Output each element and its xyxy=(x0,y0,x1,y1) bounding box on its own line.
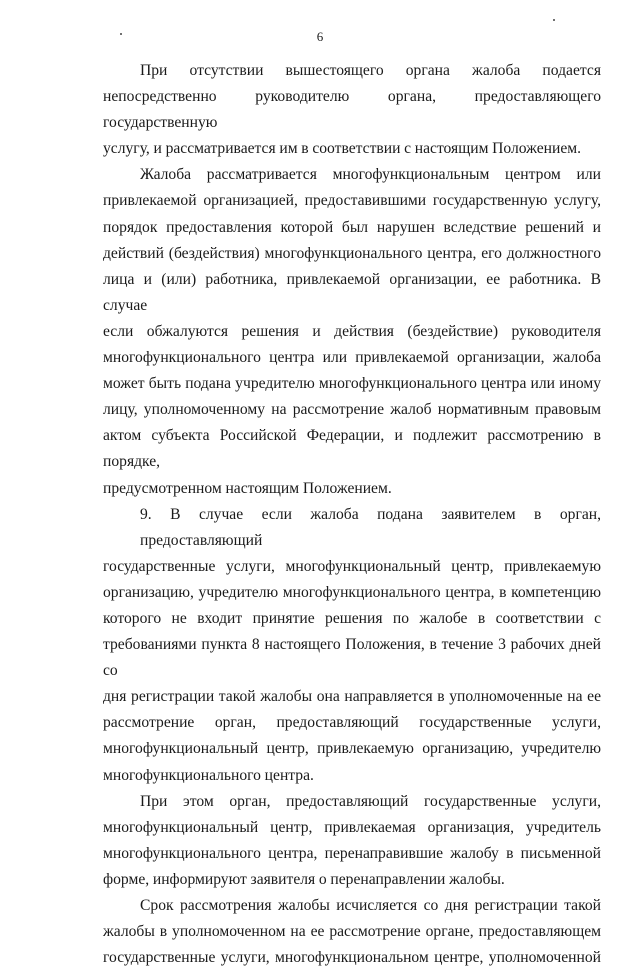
text-line: рассмотрение орган, предоставляющий государственные услуги, xyxy=(103,714,601,732)
text-line: предусмотренном настоящим Положением. xyxy=(103,479,392,497)
text-line: услугу, и рассматривается им в соответствии с настоящим Положением. xyxy=(103,140,582,158)
text-line: многофункционального центра или привлекаемой организации, жалоба xyxy=(103,349,601,367)
text-line: может быть подана учредителю многофункционального центра или иному xyxy=(103,375,601,393)
page-number: 6 xyxy=(316,29,324,44)
text-line: 9. В случае если жалоба подана заявителем в орган, предоставляющий xyxy=(140,505,601,549)
text-line: организацию, учредителю многофункционального центра, в компетенцию xyxy=(103,583,601,601)
text-line: непосредственно руководителю органа, предоставляющего государственную xyxy=(103,88,601,132)
paragraph xyxy=(103,789,601,893)
text-line: жалобы в уполномоченном на ее рассмотрение органе, предоставляющем xyxy=(103,923,601,941)
text-line: При отсутствии вышестоящего органа жалоба подается xyxy=(140,62,601,79)
text-line: дня регистрации такой жалобы она направляется в уполномоченные на ее xyxy=(103,688,601,706)
text-line: При этом орган, предоставляющий государственные услуги, xyxy=(140,792,601,810)
text-line: порядок предоставления которой был нарушен вследствие решений и xyxy=(103,218,601,236)
paragraph xyxy=(103,58,601,162)
text-line: многофункционального центра. xyxy=(103,766,314,784)
text-line: многофункционального центра, перенаправившие жалобу в письменной xyxy=(103,844,601,862)
text-line: актом субъекта Российской Федерации, и подлежит рассмотрению в порядке, xyxy=(103,427,601,471)
document-body xyxy=(103,58,601,971)
text-line: форме, информируют заявителя о перенаправлении жалобы. xyxy=(103,870,505,888)
paragraph xyxy=(103,162,601,501)
text-line: Срок рассмотрения жалобы исчисляется со дня регистрации такой xyxy=(140,897,601,914)
text-line: многофункциональный центр, привлекаемую организацию, учредителю xyxy=(103,740,601,758)
text-line: многофункциональный центр, привлекаемая организация, учредитель xyxy=(103,818,601,836)
paragraph xyxy=(103,502,601,789)
text-line: требованиями пункта 8 настоящего Положения, в течение 3 рабочих дней со xyxy=(103,636,601,680)
text-line: которого не входит принятие решения по жалобе в соответствии с xyxy=(103,609,601,627)
text-line: Жалоба рассматривается многофункциональным центром или xyxy=(140,166,601,184)
text-line: действий (бездействия) многофункционального центра, его должностного xyxy=(103,244,601,262)
text-line: если обжалуются решения и действия (бездействие) руководителя xyxy=(103,322,601,340)
text-line: привлекаемой организацией, предоставившими государственную услугу, xyxy=(103,192,601,210)
text-line: государственные услуги, многофункциональный центр, привлекаемую xyxy=(103,557,601,575)
text-line: лицу, уполномоченному на рассмотрение жалоб нормативным правовым xyxy=(103,401,601,419)
scan-speck xyxy=(553,19,555,21)
text-line: лица и (или) работника, привлекаемой организации, ее работника. В случае xyxy=(103,270,601,314)
text-line: государственные услуги, многофункциональном центре, уполномоченной xyxy=(103,949,601,967)
